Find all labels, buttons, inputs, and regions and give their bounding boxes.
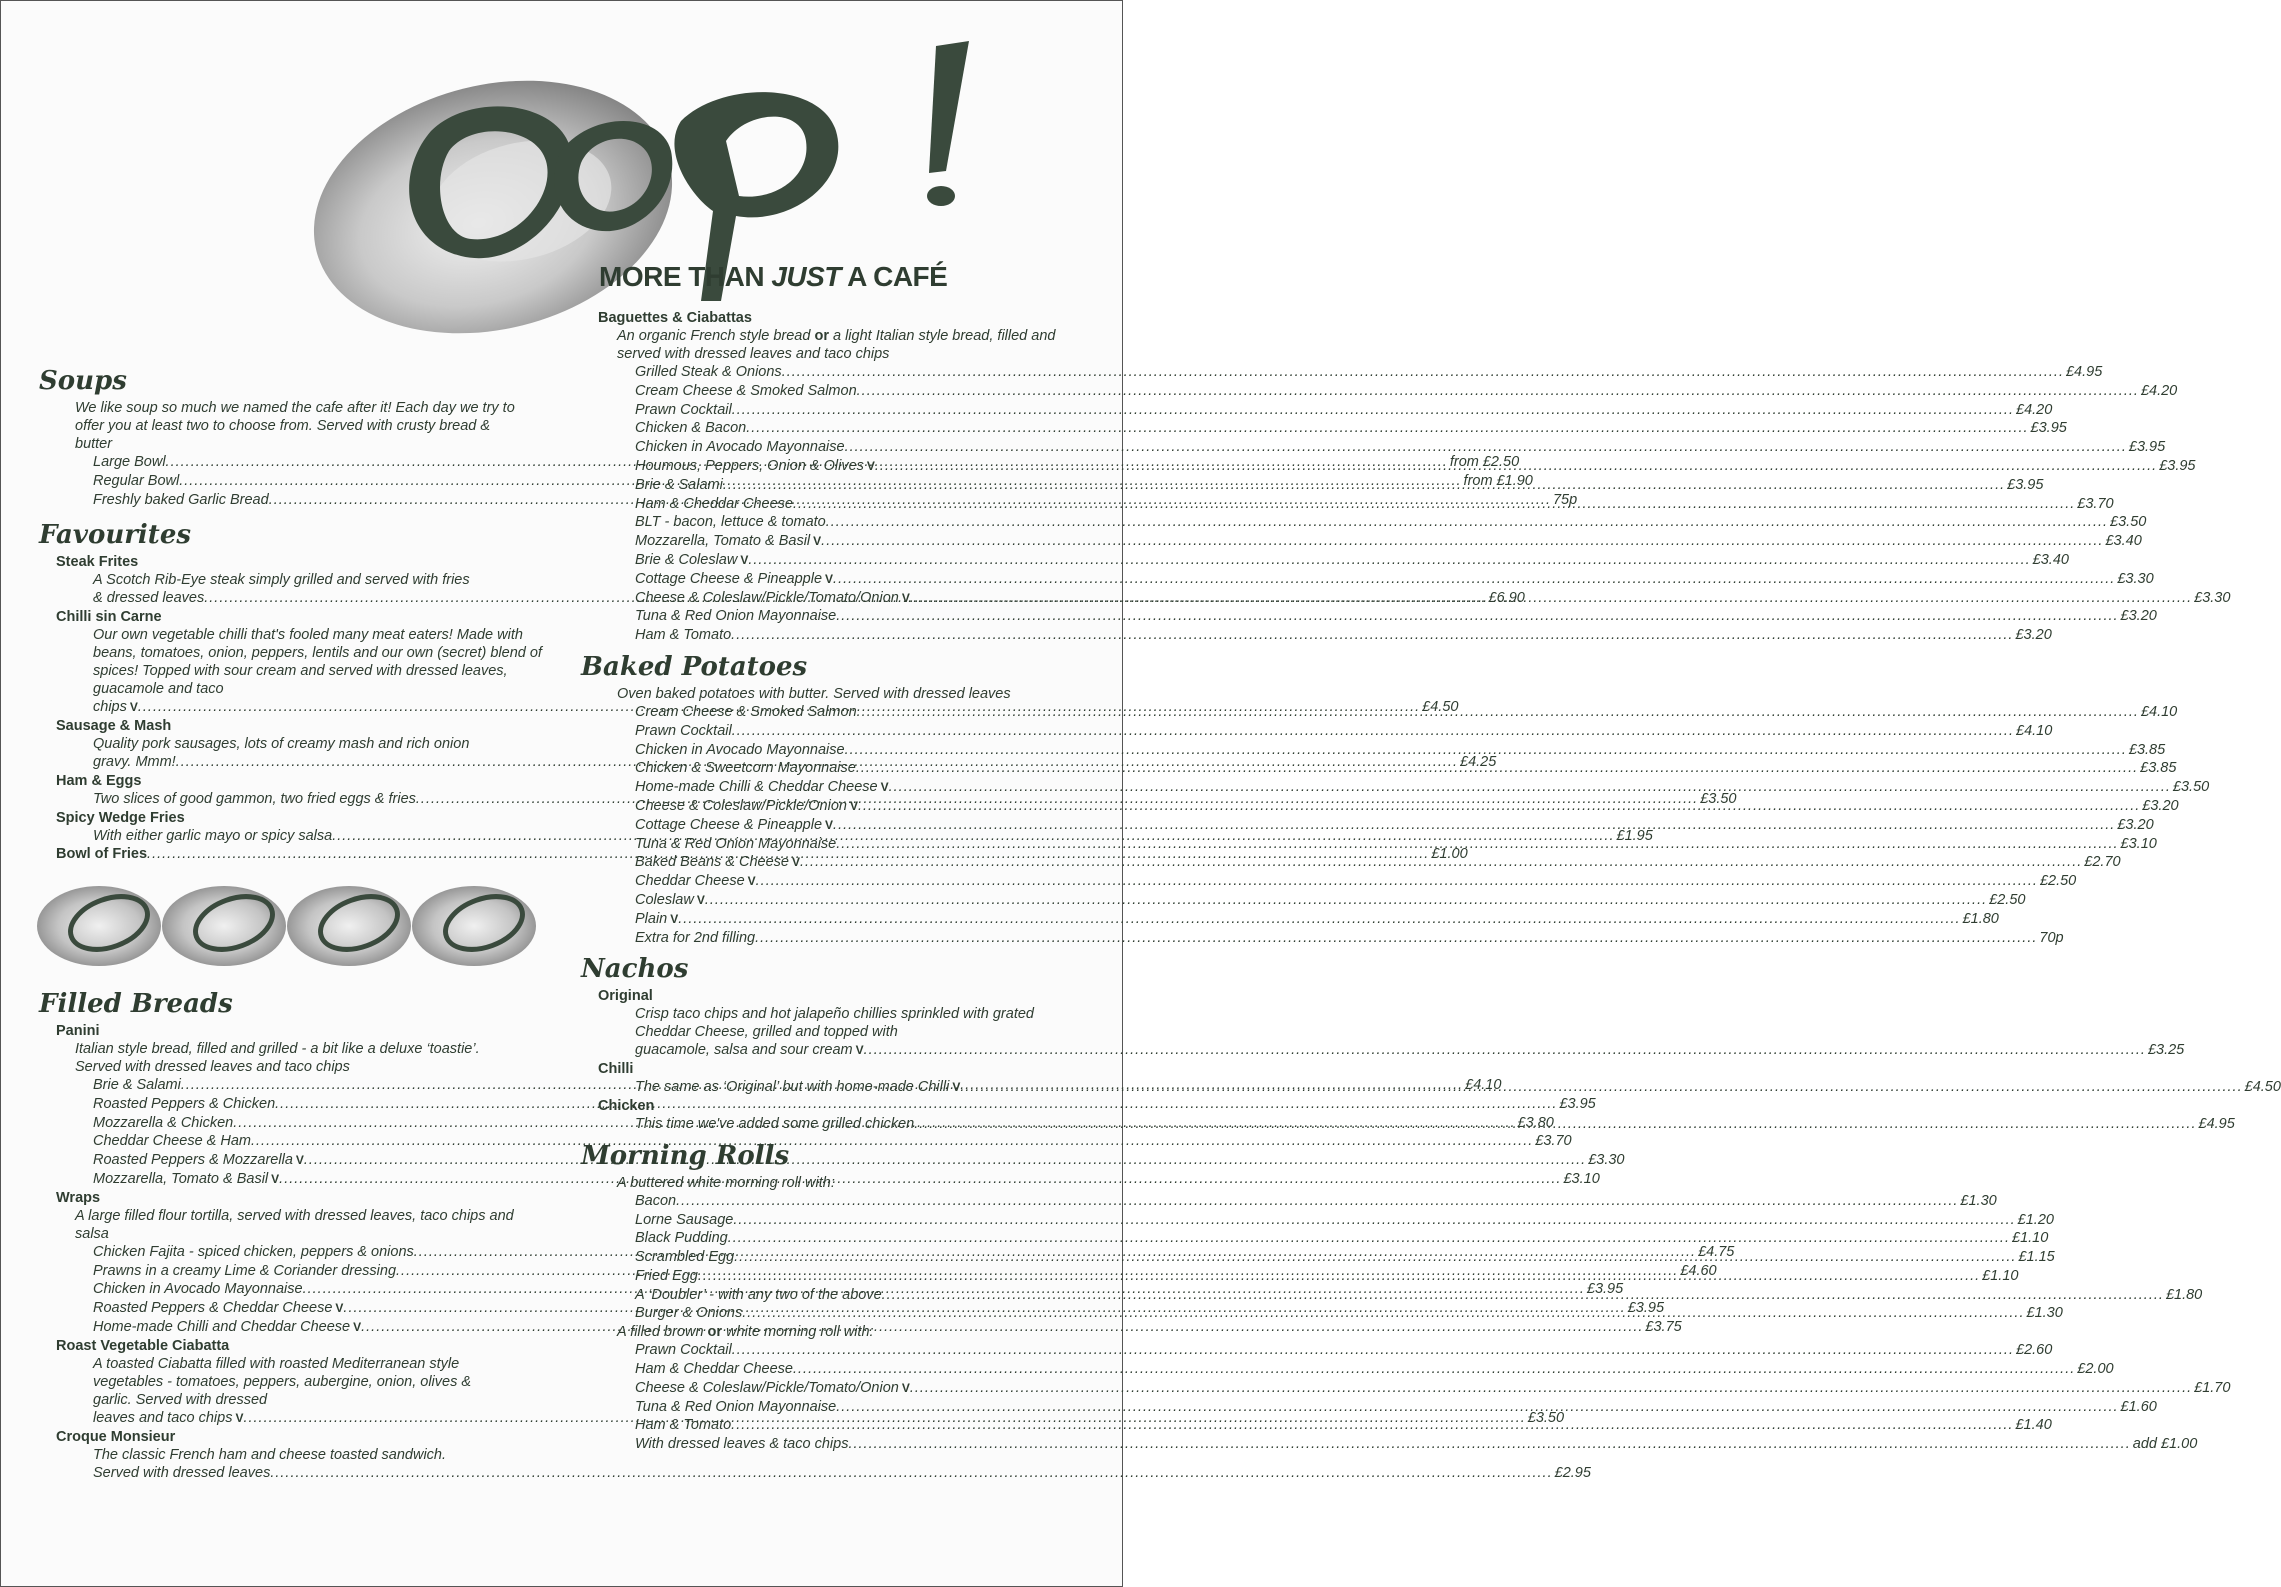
vegetarian-icon: V [747, 874, 756, 889]
menu-item: Chicken in Avocado Mayonnaise ..... £3.95 [635, 438, 1086, 457]
menu-item: Mozzarella, Tomato & Basil V ..... £3.40 [635, 532, 1086, 551]
wraps-name: Wraps [56, 1189, 101, 1206]
menu-item: gravy. Mmm! ..... £4.25 [39, 753, 544, 772]
vegetarian-icon: V [952, 1080, 961, 1095]
ciabatta-desc: A toasted Ciabatta filled with roasted Mediterranean style vegetables - tomatoes, peppers, aubergine, onion, olives & garlic. Served with dressed [93, 1355, 472, 1408]
menu-item: Prawn Cocktail ..... £4.10 [635, 722, 1086, 741]
menu-item: With either garlic mayo or spicy salsa ..... £1.95 [39, 827, 544, 846]
plate-icon [37, 886, 161, 966]
menu-item: Tuna & Red Onion Mayonnaise ..... £3.10 [635, 835, 1086, 854]
menu-item: Home-made Chilli and Cheddar Cheese V ..... £3.75 [93, 1318, 544, 1337]
menu-item: Prawn Cocktail ..... £2.60 [635, 1341, 1086, 1360]
vegetarian-icon: V [855, 1043, 864, 1058]
menu-item: Chicken & Sweetcorn Mayonnaise ..... £3.85 [635, 759, 1086, 778]
panini-desc: Italian style bread, filled and grilled - a bit like a deluxe ‘toastie’. Served with dressed leaves and taco chips [75, 1041, 480, 1075]
menu-item: Served with dressed leaves ..... £2.95 [39, 1464, 544, 1483]
menu-item: Chicken in Avocado Mayonnaise ..... £3.95 [93, 1280, 544, 1299]
vegetarian-icon: V [696, 892, 705, 907]
vegetarian-icon: V [901, 590, 910, 605]
vegetarian-icon: V [849, 798, 858, 813]
menu-item: Cottage Cheese & Pineapple V ..... £3.20 [635, 816, 1086, 835]
menu-item: Ham & Tomato ..... £3.20 [635, 626, 1086, 645]
plate-icon [162, 886, 286, 966]
menu-item: Tuna & Red Onion Mayonnaise ..... £1.60 [635, 1398, 1086, 1417]
filled-breads-heading: Filled Breads [39, 989, 233, 1019]
menu-item: Coleslaw V ..... £2.50 [635, 891, 1086, 910]
menu-item: With dressed leaves & taco chips ..... add £1.00 [635, 1435, 1086, 1454]
menu-item: Fried Egg ..... £1.10 [635, 1267, 1086, 1286]
menu-item: Cheese & Coleslaw/Pickle/Onion V ..... £3.20 [635, 797, 1086, 816]
menu-item: Scrambled Egg ..... £1.15 [635, 1248, 1086, 1267]
sausage-desc: Quality pork sausages, lots of creamy mash and rich onion [93, 735, 470, 752]
menu-item: Brie & Salami ..... £4.10 [93, 1076, 544, 1095]
nachos-original-desc: Crisp taco chips and hot jalapeño chillies sprinkled with grated Cheddar Cheese, grilled and topped with [635, 1006, 1034, 1041]
menu-item: leaves and taco chips V ..... £3.50 [39, 1409, 544, 1428]
wedge-fries-name: Spicy Wedge Fries [56, 809, 185, 826]
chilli-name: Chilli sin Carne [56, 609, 162, 626]
vegetarian-icon: V [813, 534, 822, 549]
menu-item: Tuna & Red Onion Mayonnaise ..... £3.20 [635, 607, 1086, 626]
nachos-chicken-name: Chicken [598, 1097, 655, 1114]
plate-icon [287, 886, 411, 966]
tagline: MORE THAN JUST A CAFÉ [599, 261, 948, 292]
menu-item: Plain V ..... £1.80 [635, 910, 1086, 929]
ciabatta-name: Roast Vegetable Ciabatta [56, 1337, 230, 1354]
menu-item: chips V ..... £4.50 [39, 698, 544, 717]
menu-item: Bacon ..... £1.30 [635, 1192, 1086, 1211]
croque-name: Croque Monsieur [56, 1428, 176, 1445]
menu-item: guacamole, salsa and sour cream V ..... £3.25 [581, 1041, 1086, 1060]
baguettes-name: Baguettes & Ciabattas [598, 310, 752, 326]
menu-item: Freshly baked Garlic Bread ..... 75p [93, 491, 544, 510]
baked-potatoes-heading: Baked Potatoes [581, 651, 808, 682]
steak-frites-desc: A Scotch Rib-Eye steak simply grilled and served with fries [93, 572, 470, 589]
menu-item: Cheddar Cheese & Ham ..... £3.70 [93, 1132, 544, 1151]
menu-item: The same as ‘Original’ but with home-made Chilli V ..... £4.50 [581, 1078, 1086, 1097]
chilli-desc: Our own vegetable chilli that's fooled many meat eaters! Made with beans, tomatoes, onion, peppers, lentils and our own (secret) blend of spices! Topped with sour cream and served with dressed leaves, guacamole and taco [93, 627, 542, 698]
menu-item: Prawn Cocktail ..... £4.20 [635, 401, 1086, 420]
menu-item: Houmous, Peppers, Onion & Olives V ..... £3.95 [635, 457, 1086, 476]
menu-item: Cream Cheese & Smoked Salmon ..... £4.10 [635, 703, 1086, 722]
cafe-logo [1, 1, 1124, 341]
morning-rolls-intro-white: A buttered white morning roll with: [617, 1174, 835, 1191]
vegetarian-icon: V [335, 1301, 344, 1316]
menu-item: Ham & Cheddar Cheese ..... £3.70 [635, 495, 1086, 514]
vegetarian-icon: V [295, 1153, 304, 1168]
menu-item: Ham & Tomato ..... £1.40 [635, 1416, 1086, 1435]
morning-rolls-heading: Morning Rolls [581, 1140, 790, 1171]
vegetarian-icon: V [880, 780, 889, 795]
favourites-heading: Favourites [39, 520, 192, 551]
menu-item: Two slices of good gammon, two fried eggs & fries ..... £3.50 [39, 790, 544, 809]
nachos-chilli-name: Chilli [598, 1061, 634, 1078]
vegetarian-icon: V [901, 1380, 910, 1395]
menu-item: Regular Bowl ..... from £1.90 [93, 472, 544, 491]
menu-item: Brie & Coleslaw V ..... £3.40 [635, 551, 1086, 570]
baguettes-desc: An organic French style bread or a light Italian style bread, filled and served with dressed leaves and taco chips [617, 328, 1056, 362]
nachos-heading: Nachos [581, 954, 689, 985]
steak-frites-name: Steak Frites [56, 554, 139, 571]
vegetarian-icon: V [825, 817, 834, 832]
menu-item: Baked Beans & Cheese V ..... £2.70 [635, 853, 1086, 872]
menu-item: Roasted Peppers & Cheddar Cheese V ..... £3.95 [93, 1299, 544, 1318]
menu-item: Chicken in Avocado Mayonnaise ..... £3.85 [635, 741, 1086, 760]
menu-item: Cheese & Coleslaw/Pickle/Tomato/Onion V ..... £3.30 [635, 589, 1086, 608]
vegetarian-icon: V [271, 1171, 280, 1186]
menu-item: Large Bowl ..... from £2.50 [93, 453, 544, 472]
vegetarian-icon: V [740, 552, 749, 567]
sausage-name: Sausage & Mash [56, 717, 172, 734]
menu-item: Black Pudding ..... £1.10 [635, 1229, 1086, 1248]
menu-item: Mozzarella & Chicken ..... £3.80 [93, 1114, 544, 1133]
menu-item: & dressed leaves ..... £6.90 [39, 589, 544, 608]
wraps-desc: A large filled flour tortilla, served with dressed leaves, taco chips and salsa [75, 1207, 514, 1242]
ham-eggs-name: Ham & Eggs [56, 772, 142, 789]
menu-item: Cottage Cheese & Pineapple V ..... £3.30 [635, 570, 1086, 589]
vegetarian-icon: V [866, 458, 875, 473]
menu-item: Lorne Sausage ..... £1.20 [635, 1211, 1086, 1230]
soups-heading: Soups [39, 366, 127, 396]
menu-item: Bowl of Fries ..... £1.00 [39, 845, 544, 864]
menu-item: BLT - bacon, lettuce & tomato ..... £3.50 [635, 513, 1086, 532]
menu-item: This time we've added some grilled chicken ..... £4.95 [581, 1115, 1086, 1134]
menu-item: Roasted Peppers & Chicken ..... £3.95 [93, 1095, 544, 1114]
nachos-original-name: Original [598, 988, 653, 1005]
menu-item: Extra for 2nd filling ..... 70p [635, 929, 1086, 948]
vegetarian-icon: V [791, 855, 800, 870]
soups-description: We like soup so much we named the cafe after it! Each day we try to offer you at least two to choose from. Served with crusty bread & butter [75, 400, 515, 452]
vegetarian-icon: V [129, 700, 138, 715]
decorative-plates [37, 881, 547, 971]
menu-item: Roasted Peppers & Mozzarella V ..... £3.30 [93, 1151, 544, 1170]
menu-item: Cheddar Cheese V ..... £2.50 [635, 872, 1086, 891]
menu-item: Mozzarella, Tomato & Basil V ..... £3.10 [93, 1170, 544, 1189]
morning-rolls-intro-filled: A filled brown or white morning roll with: [617, 1324, 874, 1341]
menu-item: A ‘Doubler’ - with any two of the above ..... £1.80 [635, 1286, 1086, 1305]
menu-item: Ham & Cheddar Cheese ..... £2.00 [635, 1360, 1086, 1379]
menu-item: Prawns in a creamy Lime & Coriander dressing ..... £4.60 [93, 1262, 544, 1281]
menu-item: Brie & Salami ..... £3.95 [635, 476, 1086, 495]
vegetarian-icon: V [670, 911, 679, 926]
menu-item: Home-made Chilli & Cheddar Cheese V ..... £3.50 [635, 778, 1086, 797]
vegetarian-icon: V [235, 1410, 244, 1425]
panini-name: Panini [56, 1023, 100, 1039]
plate-icon [412, 886, 536, 966]
vegetarian-icon: V [825, 571, 834, 586]
menu-item: Cheese & Coleslaw/Pickle/Tomato/Onion V ..... £1.70 [635, 1379, 1086, 1398]
menu-item: Burger & Onions ..... £1.30 [635, 1304, 1086, 1323]
vegetarian-icon: V [353, 1319, 362, 1334]
menu-item: Cream Cheese & Smoked Salmon ..... £4.20 [635, 382, 1086, 401]
menu-item: Chicken Fajita - spiced chicken, peppers & onions ..... £4.75 [93, 1243, 544, 1262]
croque-desc: The classic French ham and cheese toasted sandwich. [93, 1446, 447, 1463]
oop-logo-graphic [1, 1, 1124, 341]
menu-item: Grilled Steak & Onions ..... £4.95 [635, 363, 1086, 382]
baked-potatoes-desc: Oven baked potatoes with butter. Served with dressed leaves [617, 685, 1011, 702]
menu-item: Chicken & Bacon ..... £3.95 [635, 419, 1086, 438]
